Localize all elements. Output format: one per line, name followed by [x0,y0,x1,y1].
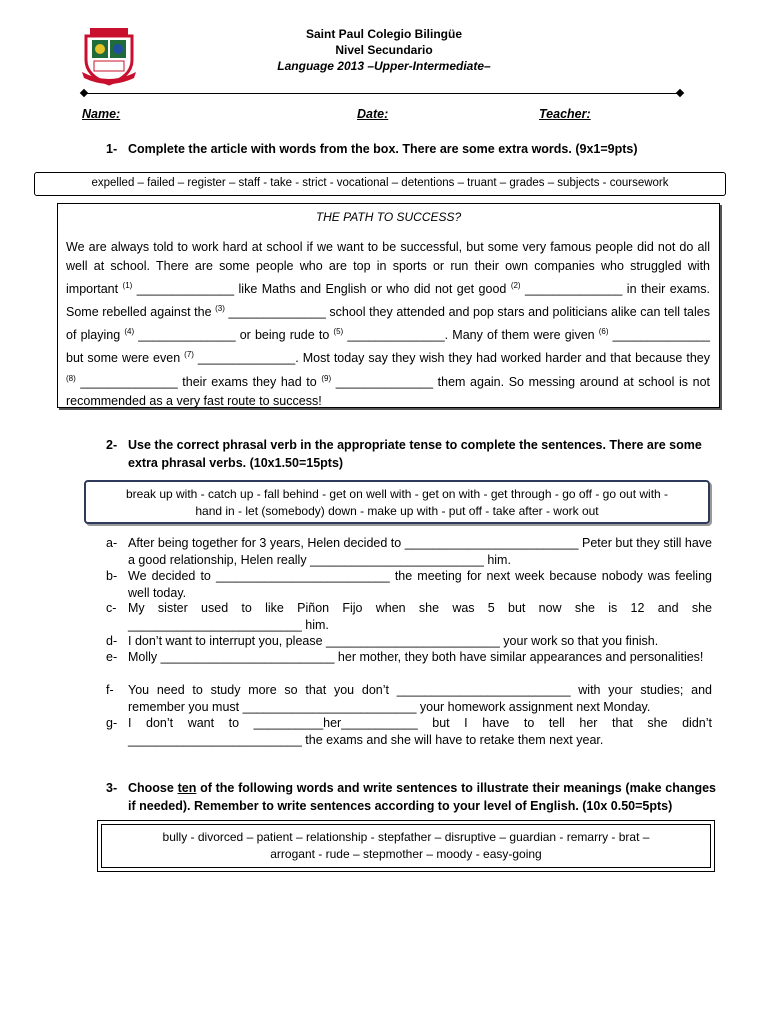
article-title: THE PATH TO SUCCESS? [315,210,462,224]
vocabulary-text: bully - divorced – patient – relationship - stepfather – disruptive – guardian - remarry - brat – arrogant - rude – stepmother – moody - easy-going [162,830,650,861]
question-3-instruction: 3- Choose ten of the following words and write sentences to illustrate their meanings (make changes if needed). Remember to write sentences according to your level of English. (10x 0.50=5pts) [106,781,717,813]
question-2-instruction: 2- Use the correct phrasal verb in the appropriate tense to complete the sentences. There are some extra phrasal verbs. (10x1.50=15pts) [106,438,702,470]
phrasal-verbs-text: break up with - catch up - fall behind - get on well with - get on with - get through - go off - go out with - hand in - let (somebody) down - make up with - put off - take after - work out [125,487,669,518]
sentence-d: d- I don’t want to interrupt you, please _________________________ your work so that you finish. [106,634,659,648]
header-divider [84,93,680,94]
divider-end-right [676,89,684,97]
sentence-a: a- After being together for 3 years, Helen decided to _________________________ Peter but they still have a good relationship, Helen really _________________________ him. [106,536,712,567]
sentence-g: g- I don’t want to __________her___________ but I have to tell her that she didn’t _________________________ the exams and she will have to retake them next year. [106,716,712,747]
question-1-number: 1- [106,142,118,156]
school-name: Saint Paul Colegio Bilingüe [305,27,462,41]
question-1-instruction: 1- Complete the article with words from the box. There are some extra words. (9x1=9pts) [106,142,638,156]
sentence-f: f- You need to study more so that you don’t _________________________ with your studies; and remember you must _________________________ your homework assignment next Monday. [106,683,712,714]
sentence-e: e- Molly _________________________ her mother, they both have similar appearances and personalities! [106,650,704,664]
question-3-number: 3- [106,781,118,795]
question-2-number: 2- [106,438,118,452]
name-field-label[interactable]: Name: [82,107,121,121]
course-title: Language 2013 –Upper-Intermediate– [277,59,491,73]
article-body: We are always told to work hard at school if we want to be successful, but some very famous people did not do all well at school. There are some people who are top in sports or run their own companies who struggled with important $^{(1)}$ ______________ like Maths and English or who did not get good $^{(2)}$ ______________ in their exams. Some rebelled against the $^{(3)}$ ______________ school they attended and pop stars and politicians alike can tell tales of playing $^{(4)}$ ______________ or being rude to $^{(5)}$ ______________. Many of them were given $^{(6)}$ ______________ but some were even $^{(7)}$ ______________. Most today say they wish they had worked harder and that because they $^{(8)}$ ______________ their exams they had to $^{(9)}$ ______________ them again. So messing around at school is not recommended as a very fast route to success! [66,240,710,408]
sentence-b: b- We decided to _________________________ the meeting for next week because nobody was feeling well today. [106,569,712,600]
teacher-field-label[interactable]: Teacher: [539,107,591,121]
q1-word-box-text: expelled – failed – register – staff - take - strict - vocational – detentions – truant – grades – subjects - coursework [91,177,669,189]
date-field-label[interactable]: Date: [357,107,389,121]
sentence-c: c- My sister used to like Piñon Fijo when she was 5 but now she is 12 and she _________________________ him. [106,601,712,632]
school-level: Nivel Secundario [335,43,433,57]
divider-end-left [80,89,88,97]
